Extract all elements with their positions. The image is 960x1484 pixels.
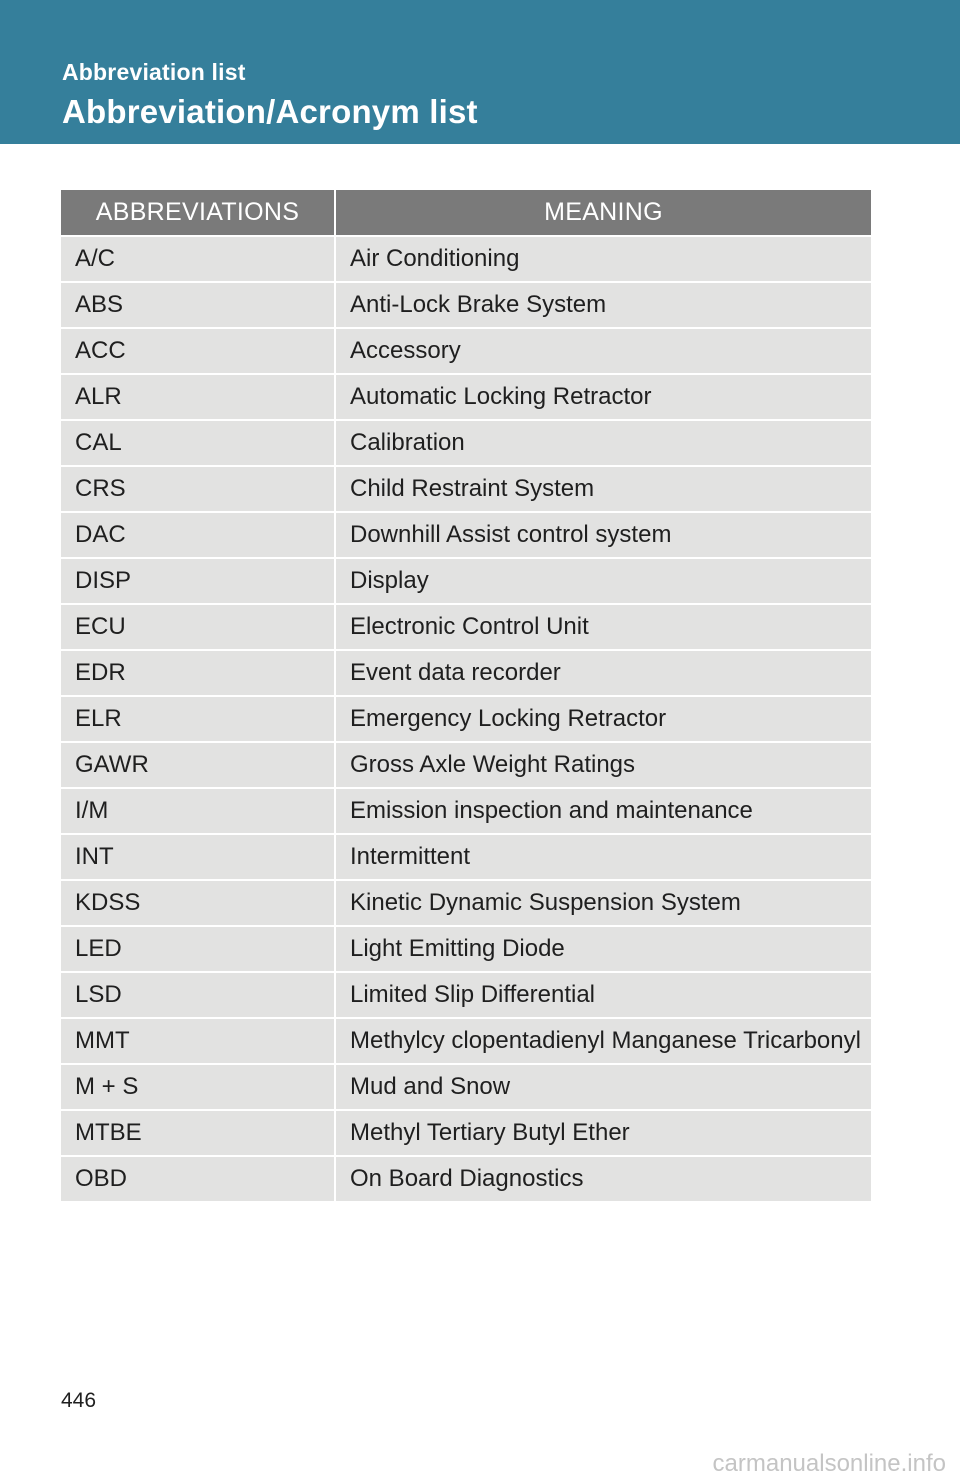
abbreviation-cell: LSD [61, 972, 335, 1018]
column-header-abbreviations: ABBREVIATIONS [61, 190, 335, 236]
column-header-meaning: MEANING [335, 190, 871, 236]
abbreviation-cell: MMT [61, 1018, 335, 1064]
abbreviation-cell: ALR [61, 374, 335, 420]
meaning-cell: Intermittent [335, 834, 871, 880]
abbreviation-table [61, 190, 871, 1201]
meaning-cell: Light Emitting Diode [335, 926, 871, 972]
meaning-cell: Anti-Lock Brake System [335, 282, 871, 328]
abbreviation-cell: I/M [61, 788, 335, 834]
table-row [61, 926, 871, 972]
table-header-row [61, 190, 871, 236]
table-row [61, 558, 871, 604]
table-row [61, 696, 871, 742]
abbreviation-cell: ELR [61, 696, 335, 742]
abbreviation-cell: A/C [61, 236, 335, 282]
meaning-cell: Methyl Tertiary Butyl Ether [335, 1110, 871, 1156]
page-title: Abbreviation/Acronym list [62, 93, 478, 130]
abbreviation-cell: MTBE [61, 1110, 335, 1156]
table-row [61, 512, 871, 558]
meaning-cell: Limited Slip Differential [335, 972, 871, 1018]
abbreviation-cell: DAC [61, 512, 335, 558]
meaning-cell: Automatic Locking Retractor [335, 374, 871, 420]
meaning-cell: Accessory [335, 328, 871, 374]
table-row [61, 1064, 871, 1110]
abbreviation-cell: OBD [61, 1156, 335, 1201]
table-row [61, 282, 871, 328]
meaning-cell: On Board Diagnostics [335, 1156, 871, 1201]
table-body [61, 236, 871, 1201]
meaning-cell: Methylcy clopentadienyl Manganese Tricarbonyl [335, 1018, 871, 1064]
table-row [61, 374, 871, 420]
meaning-cell: Downhill Assist control system [335, 512, 871, 558]
table-row [61, 1018, 871, 1064]
table-row [61, 236, 871, 282]
meaning-cell: Air Conditioning [335, 236, 871, 282]
abbreviation-cell: CRS [61, 466, 335, 512]
abbreviation-cell: ABS [61, 282, 335, 328]
meaning-cell: Emission inspection and maintenance [335, 788, 871, 834]
table-row [61, 650, 871, 696]
abbreviation-cell: M + S [61, 1064, 335, 1110]
table-row [61, 788, 871, 834]
abbreviation-cell: DISP [61, 558, 335, 604]
table-row [61, 466, 871, 512]
meaning-cell: Mud and Snow [335, 1064, 871, 1110]
meaning-cell: Electronic Control Unit [335, 604, 871, 650]
table-row [61, 1110, 871, 1156]
abbreviation-cell: CAL [61, 420, 335, 466]
table-row [61, 1156, 871, 1201]
table-row [61, 880, 871, 926]
abbreviation-cell: GAWR [61, 742, 335, 788]
meaning-cell: Display [335, 558, 871, 604]
abbreviation-cell: ACC [61, 328, 335, 374]
abbreviation-cell: LED [61, 926, 335, 972]
meaning-cell: Event data recorder [335, 650, 871, 696]
abbreviation-cell: ECU [61, 604, 335, 650]
abbreviation-cell: EDR [61, 650, 335, 696]
abbreviation-cell: INT [61, 834, 335, 880]
table-row [61, 328, 871, 374]
page-header [0, 0, 960, 144]
table-row [61, 834, 871, 880]
table-row [61, 420, 871, 466]
meaning-cell: Emergency Locking Retractor [335, 696, 871, 742]
meaning-cell: Calibration [335, 420, 871, 466]
page-number: 446 [61, 1389, 97, 1412]
table-row [61, 972, 871, 1018]
meaning-cell: Kinetic Dynamic Suspension System [335, 880, 871, 926]
meaning-cell: Child Restraint System [335, 466, 871, 512]
meaning-cell: Gross Axle Weight Ratings [335, 742, 871, 788]
table-row [61, 604, 871, 650]
watermark: carmanualsonline.info [712, 1450, 946, 1477]
abbreviation-cell: KDSS [61, 880, 335, 926]
table-row [61, 742, 871, 788]
section-label: Abbreviation list [62, 59, 246, 85]
